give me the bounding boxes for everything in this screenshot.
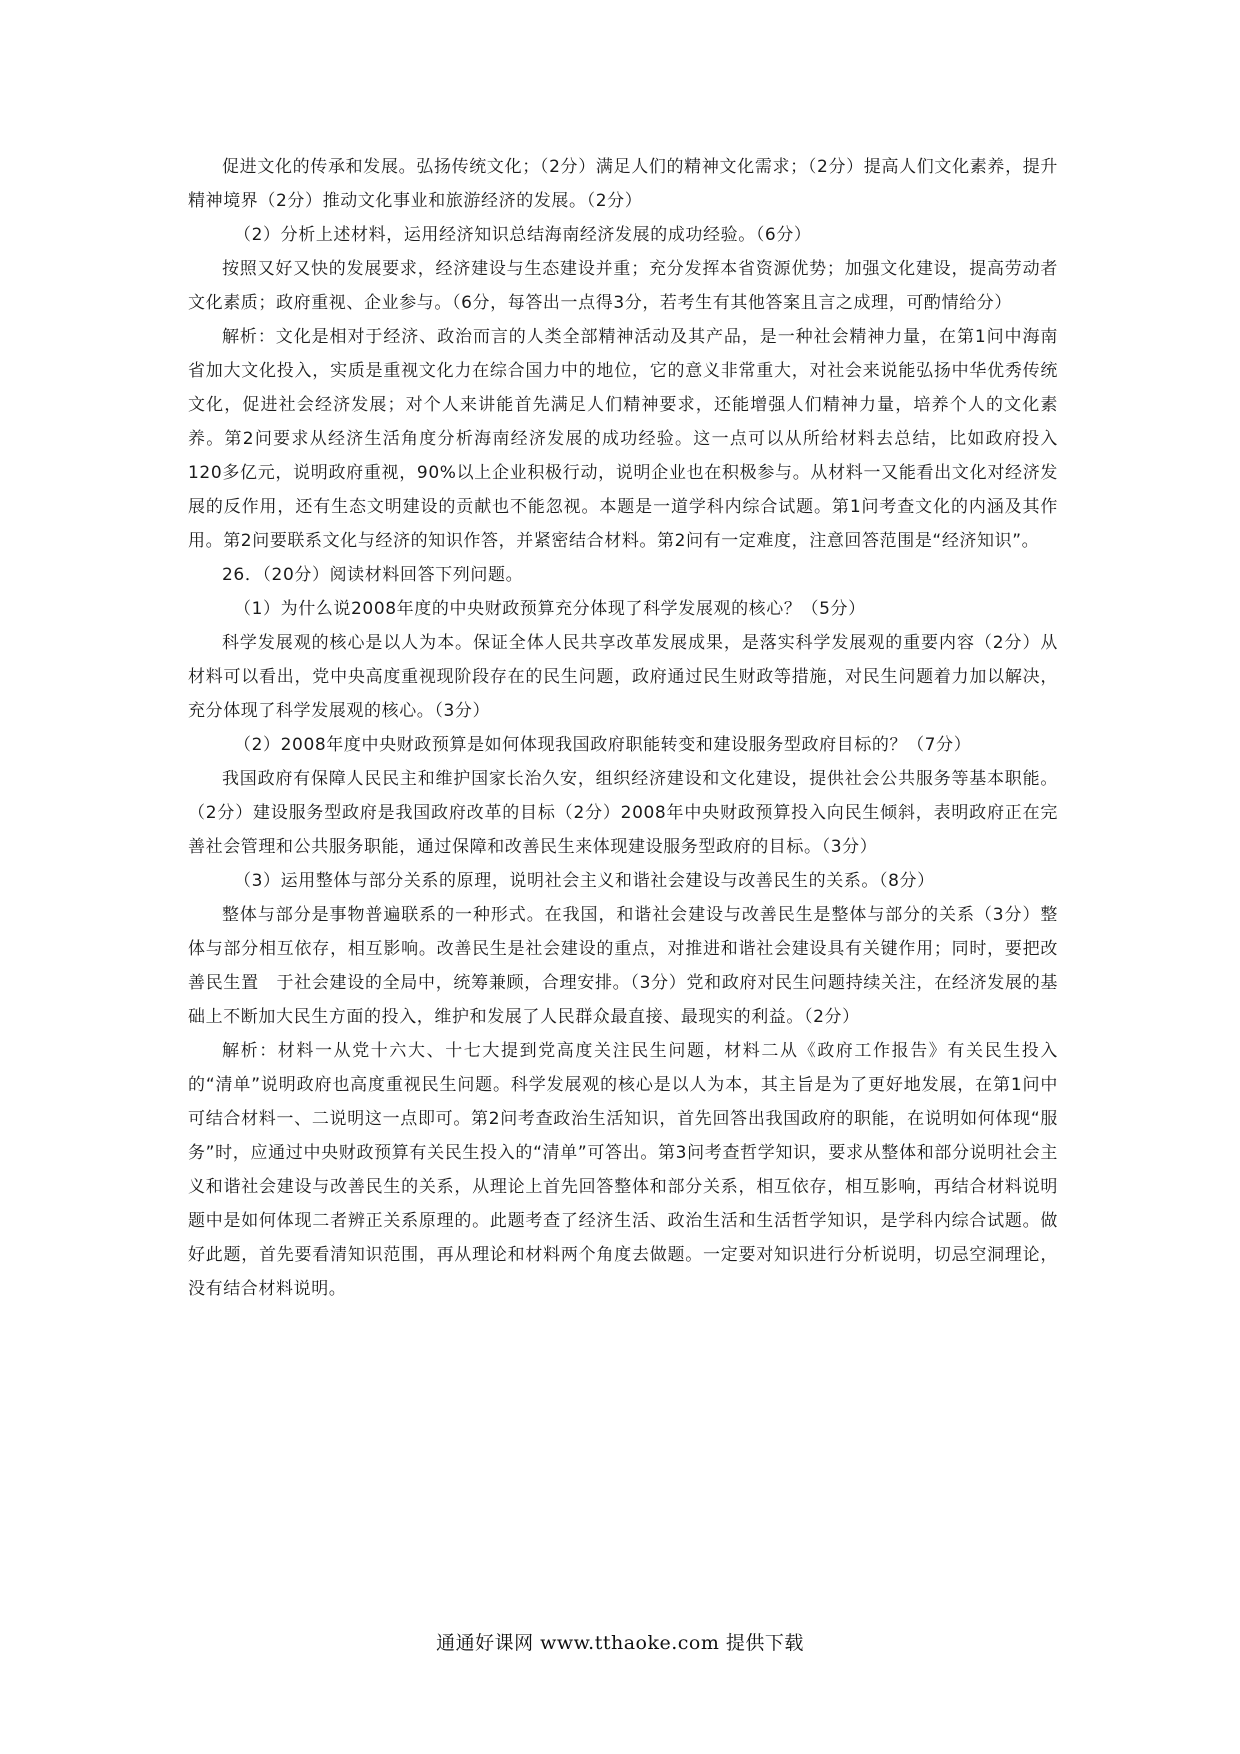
answer-26-3: 整体与部分是事物普遍联系的一种形式。在我国，和谐社会建设与改善民生是整体与部分的关系（3分）整体与部分相互依存，相互影响。改善民生是社会建设的重点，对推进和谐社会建设具有关键作用；同时，要把改善民生置 于社会建设的全局中，统筹兼顾，合理安排。（3分）党和政府对民生问题持续关注，在经济发展的基础上不断加大民生方面的投入，维护和发展了人民群众最直接、最现实的利益。（2分） (188, 905, 1058, 1027)
answer-26-2: 我国政府有保障人民民主和维护国家长治久安，组织经济建设和文化建设，提供社会公共服务等基本职能。（2分）建设服务型政府是我国政府改革的目标（2分）2008年中央财政预算投入向民生倾斜，表明政府正在完善社会管理和公共服务职能，通过保障和改善民生来体现建设服务型政府的目标。（3分） (188, 769, 1058, 857)
question-26-1: （1）为什么说2008年度的中央财政预算充分体现了科学发展观的核心？（5分） (234, 599, 866, 619)
footer-download-note: 通通好课网 www.tthaoke.com 提供下载 (436, 1632, 804, 1654)
answer-paragraph-culture: 促进文化的传承和发展。弘扬传统文化；（2分）满足人们的精神文化需求；（2分）提高人们文化素养，提升精神境界（2分）推动文化事业和旅游经济的发展。（2分） (188, 157, 1058, 211)
analysis-paragraph-25: 解析：文化是相对于经济、政治而言的人类全部精神活动及其产品，是一种社会精神力量，在第1问中海南省加大文化投入，实质是重视文化力在综合国力中的地位，它的意义非常重大，对社会来说能弘扬中华优秀传统文化，促进社会经济发展；对个人来讲能首先满足人们精神要求，还能增强人们精神力量，培养个人的文化素养。第2问要求从经济生活角度分析海南经济发展的成功经验。这一点可以从所给材料去总结，比如政府投入120多亿元，说明政府重视，90%以上企业积极行动，说明企业也在积极参与。从材料一又能看出文化对经济发展的反作用，还有生态文明建设的贡献也不能忽视。本题是一道学科内综合试题。第1问考查文化的内涵及其作用。第2问要联系文化与经济的知识作答，并紧密结合材料。第2问有一定难度，注意回答范围是“经济知识”。 (188, 327, 1058, 551)
question-26-3: （3）运用整体与部分关系的原理，说明社会主义和谐社会建设与改善民生的关系。（8分） (234, 871, 935, 891)
question-2-economic-experience: （2）分析上述材料，运用经济知识总结海南经济发展的成功经验。（6分） (234, 225, 812, 245)
analysis-paragraph-26: 解析：材料一从党十六大、十七大提到党高度关注民生问题，材料二从《政府工作报告》有关民生投入的“清单”说明政府也高度重视民生问题。科学发展观的核心是以人为本，其主旨是为了更好地发展，在第1问中可结合材料一、二说明这一点即可。第2问考查政治生活知识，首先回答出我国政府的职能，在说明如何体现“服务”时，应通过中央财政预算有关民生投入的“清单”可答出。第3问考查哲学知识，要求从整体和部分说明社会主义和谐社会建设与改善民生的关系，从理论上首先回答整体和部分关系，相互依存，相互影响，再结合材料说明题中是如何体现二者辨正关系原理的。此题考查了经济生活、政治生活和生活哲学知识，是学科内综合试题。做好此题，首先要看清知识范围，再从理论和材料两个角度去做题。一定要对知识进行分析说明，切忌空洞理论，没有结合材料说明。 (188, 1041, 1058, 1299)
answer-paragraph-economic-experience: 按照又好又快的发展要求，经济建设与生态建设并重；充分发挥本省资源优势；加强文化建设，提高劳动者文化素质；政府重视、企业参与。（6分，每答出一点得3分，若考生有其他答案且言之成理，可酌情给分） (188, 259, 1058, 313)
question-26-heading: 26．（20分）阅读材料回答下列问题。 (222, 565, 524, 585)
question-26-2: （2）2008年度中央财政预算是如何体现我国政府职能转变和建设服务型政府目标的？（7分） (234, 735, 972, 755)
answer-26-1: 科学发展观的核心是以人为本。保证全体人民共享改革发展成果，是落实科学发展观的重要内容（2分）从材料可以看出，党中央高度重视现阶段存在的民生问题，政府通过民生财政等措施，对民生问题着力加以解决，充分体现了科学发展观的核心。（3分） (188, 633, 1058, 721)
document-body (188, 150, 1058, 1306)
